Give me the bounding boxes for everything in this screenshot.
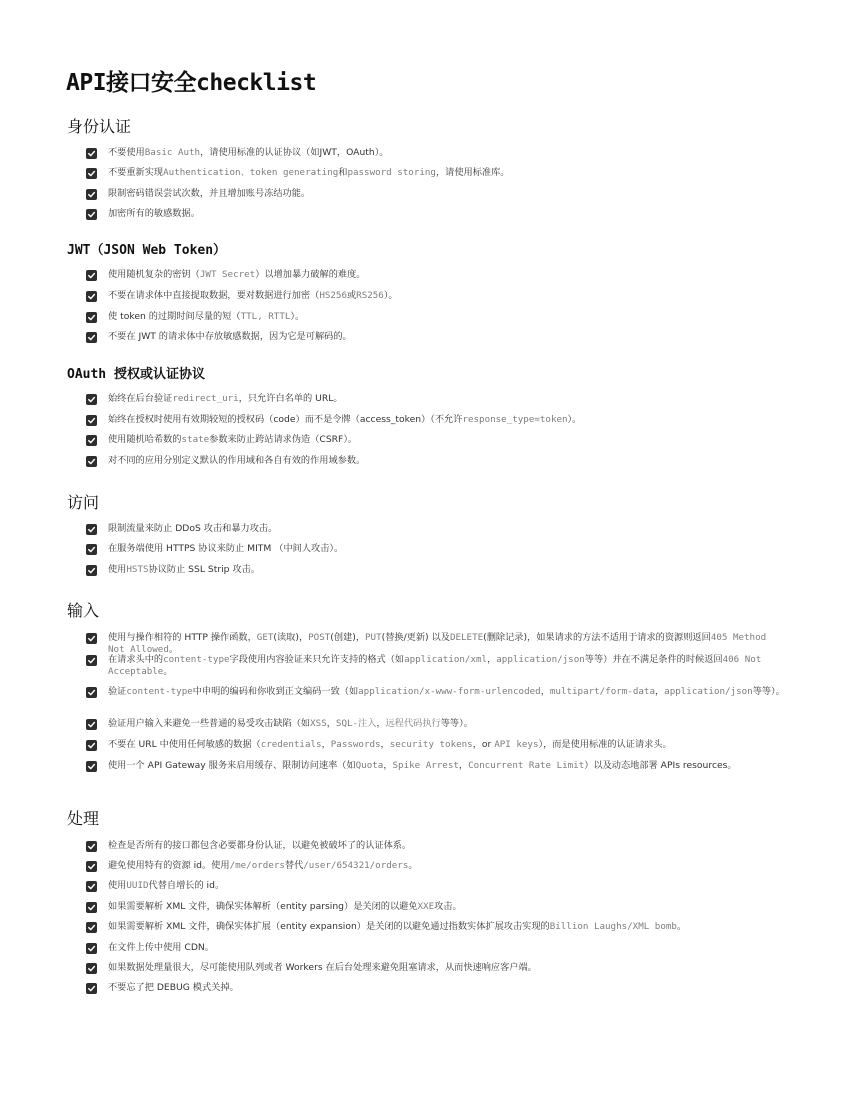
item-text: ， (654, 686, 665, 697)
code-text: Basic Auth (144, 147, 201, 158)
checklist-item-text (108, 632, 788, 656)
item-text: 在请求头中的 (108, 654, 164, 665)
code-text: XXE (417, 901, 435, 912)
code-text: PUT (365, 632, 382, 643)
code-text: Concurrent Rate Limit (468, 760, 585, 771)
code-text: redirect_uri (172, 393, 239, 404)
code-text: Quota (355, 760, 384, 771)
checkbox-checked-icon[interactable] (86, 740, 97, 751)
checklist-item-text (108, 208, 788, 220)
item-text: 使用 (108, 880, 127, 891)
item-text: (替换/更新) 以及 (381, 632, 450, 643)
code-text: application/json (496, 654, 585, 665)
item-text: 始终在授权时使用有效期较短的授权码（code）而不是令牌（access_token）（不允许 (108, 414, 463, 425)
code-text: Spike Arrest (392, 760, 459, 771)
code-text: API keys (494, 739, 539, 750)
item-text: ， (380, 739, 390, 750)
item-text: ， (383, 760, 393, 771)
checkbox-checked-icon[interactable] (86, 719, 97, 730)
checkbox-checked-icon[interactable] (86, 291, 97, 302)
code-text: HS256 (319, 290, 347, 301)
section-heading: 输入 (67, 601, 100, 620)
code-text: TTL, RTTL (240, 311, 291, 322)
checkbox-checked-icon[interactable] (86, 902, 97, 913)
item-text: (创建)， (330, 632, 366, 643)
item-text: ）。 (383, 290, 398, 301)
item-text: 在文件上传中使用 CDN。 (108, 942, 214, 953)
code-text: application/json (664, 686, 753, 697)
item-text: 参数来防止跨站请求伪造（CSRF）。 (209, 434, 358, 445)
item-text: ）以增加暴力破解的难度。 (255, 269, 366, 280)
checkbox-checked-icon[interactable] (86, 332, 97, 343)
section-heading: 访问 (67, 493, 100, 512)
checklist-item-text (108, 921, 788, 933)
item-text: 如果需要解析 XML 文件，确保实体解析（entity parsing）是关闭的以避免 (108, 901, 418, 912)
code-text: content-type (163, 654, 230, 665)
item-text: 限制流量来防止 DDoS 攻击和暴力攻击。 (108, 523, 278, 534)
checkbox-checked-icon[interactable] (86, 270, 97, 281)
item-text: 和 (338, 167, 348, 178)
item-text: 。 (168, 644, 179, 655)
checklist-item-text (108, 414, 788, 426)
item-text: ）以及动态地部署 APIs resources。 (584, 760, 737, 771)
checkbox-checked-icon[interactable] (86, 209, 97, 220)
item-text: ）。 (567, 414, 582, 425)
checkbox-checked-icon[interactable] (86, 148, 97, 159)
item-text: 不要在 URL 中使用任何敏感的数据（ (108, 739, 261, 750)
checklist-item-text (108, 543, 788, 555)
checkbox-checked-icon[interactable] (86, 456, 97, 467)
code-text: SQL-注入 (335, 718, 377, 729)
checklist-item-text (108, 455, 788, 467)
item-text: 如果需要解析 XML 文件，确保实体扩展（entity expansion）是关闭的以避免通过指数实体扩展攻击实现的 (108, 921, 550, 932)
code-text: multipart/form-data (549, 686, 655, 697)
code-text: application/x-www-form-urlencoded (358, 686, 541, 697)
item-text: ， (458, 760, 469, 771)
code-text: Authentication、token generating (163, 167, 339, 178)
code-text: password storing (347, 167, 436, 178)
item-text: 验证用户输入来避免一些普通的易受攻击缺陷（如 (108, 718, 311, 729)
item-text: 使用 (108, 564, 127, 575)
checkbox-checked-icon[interactable] (86, 524, 97, 535)
checkbox-checked-icon[interactable] (86, 415, 97, 426)
checklist-item-text (108, 686, 788, 698)
checklist-item-text (108, 654, 788, 678)
checkbox-checked-icon[interactable] (86, 633, 97, 644)
code-text: POST (308, 632, 331, 643)
checklist-item-text (108, 860, 788, 872)
item-text: 中申明的编码和你收到正文编码一致（如 (192, 686, 359, 697)
item-text: 不要重新实现 (108, 167, 164, 178)
code-text: RS256 (356, 290, 384, 301)
checkbox-checked-icon[interactable] (86, 544, 97, 555)
item-text: ， (326, 718, 336, 729)
checklist-item-text (108, 982, 788, 994)
checkbox-checked-icon[interactable] (86, 312, 97, 323)
item-text: 等等）。 (440, 718, 473, 729)
item-text: 使用随机复杂的密钥（ (108, 269, 200, 280)
item-text: 等等）并在不满足条件的时候返回 (584, 654, 723, 665)
code-text: UUID (126, 880, 149, 891)
item-text: 攻击。 (434, 901, 462, 912)
checklist-item-text (108, 840, 788, 852)
code-text: Billion Laughs/XML bomb (549, 921, 677, 932)
item-text: 不要使用 (108, 147, 145, 158)
checklist-item-text (108, 760, 788, 772)
code-text: application/xml (404, 654, 488, 665)
code-text: security tokens (389, 739, 473, 750)
checkbox-checked-icon[interactable] (86, 565, 97, 576)
checkbox-checked-icon[interactable] (86, 963, 97, 974)
item-text: ， (540, 686, 550, 697)
checklist-item-text (108, 331, 788, 343)
checklist-item-text (108, 188, 788, 200)
item-text: 如果数据处理量很大，尽可能使用队列或者 Workers 在后台处理来避免阻塞请求，从而快速响应客户端。 (108, 962, 537, 973)
item-text: 加密所有的敏感数据。 (108, 208, 200, 219)
item-text: 替代 (284, 860, 304, 871)
code-text: state (181, 434, 210, 445)
code-text: GET (256, 632, 274, 643)
item-text: 协议防止 SSL Strip 攻击。 (148, 564, 260, 575)
item-text: ）。 (290, 311, 305, 322)
checklist-item-text (108, 147, 788, 159)
checklist-item-text (108, 962, 788, 974)
checklist-item-text (108, 718, 788, 730)
item-text: 使 token 的过期时间尽量的短（ (108, 311, 241, 322)
item-text: ， (321, 739, 331, 750)
item-text: 。 (163, 666, 173, 677)
checkbox-checked-icon[interactable] (86, 983, 97, 994)
checklist-item-text (108, 523, 788, 535)
item-text: 限制密码错误尝试次数，并且增加账号冻结功能。 (108, 188, 311, 199)
code-text: credentials (260, 739, 322, 750)
code-text: XSS (310, 718, 327, 729)
page-title: API接口安全checklist (66, 70, 317, 96)
checkbox-checked-icon[interactable] (86, 655, 97, 666)
code-text: 远程代码执行 (385, 718, 441, 729)
code-text: DELETE (449, 632, 484, 643)
item-text: 或 (346, 290, 357, 301)
checkbox-checked-icon[interactable] (86, 394, 97, 405)
item-text: ， (487, 654, 497, 665)
checklist-item-text (108, 269, 788, 281)
item-text: 字段使用内容验证来只允许支持的格式（如 (229, 654, 405, 665)
checklist-item-text (108, 290, 788, 302)
item-text: 等等）。 (752, 686, 785, 697)
checkbox-checked-icon[interactable] (86, 761, 97, 772)
subsection-heading: JWT（JSON Web Token） (67, 243, 227, 258)
checkbox-checked-icon[interactable] (86, 922, 97, 933)
checkbox-checked-icon[interactable] (86, 435, 97, 446)
item-text: ， (376, 718, 386, 729)
item-text: 不要在 JWT 的请求体中存放敏感数据，因为它是可解码的。 (108, 331, 352, 342)
checkbox-checked-icon[interactable] (86, 861, 97, 872)
checklist-item-text (108, 311, 788, 323)
checkbox-checked-icon[interactable] (86, 168, 97, 179)
checkbox-checked-icon[interactable] (86, 687, 97, 698)
item-text: (读取)， (273, 632, 309, 643)
section-heading: 处理 (67, 809, 100, 828)
checkbox-checked-icon[interactable] (86, 841, 97, 852)
checklist-item-text (108, 434, 788, 446)
checklist-item-text (108, 393, 788, 405)
item-text: ），而是使用标准的认证请求头。 (538, 739, 672, 750)
item-text: 在服务端使用 HTTPS 协议来防止 MITM （中间人攻击）。 (108, 543, 344, 554)
item-text: 使用一个 API Gateway 服务来启用缓存、限制访问速率（如 (108, 760, 356, 771)
checklist-item-text (108, 880, 788, 892)
code-text: /me/orders (229, 860, 285, 871)
code-text: HSTS (126, 564, 149, 575)
checklist-item-text (108, 564, 788, 576)
item-text: 验证 (108, 686, 127, 697)
subsection-heading: OAuth 授权或认证协议 (67, 367, 205, 382)
item-text: 避免使用特有的资源 id。使用 (108, 860, 230, 871)
item-text: 不要在请求体中直接提取数据，要对数据进行加密（ (108, 290, 320, 301)
item-text: ，or (472, 739, 495, 750)
item-text: (删除记录)，如果请求的方法不适用于请求的资源则返回 (483, 632, 711, 643)
checkbox-checked-icon[interactable] (86, 189, 97, 200)
item-text: 始终在后台验证 (108, 393, 173, 404)
item-text: 检查是否所有的接口都包含必要都身份认证，以避免被破坏了的认证体系。 (108, 840, 412, 851)
checkbox-checked-icon[interactable] (86, 943, 97, 954)
code-text: Passwords (330, 739, 381, 750)
item-text: 代替自增长的 id。 (148, 880, 225, 891)
code-text: response_type=token (462, 414, 568, 425)
item-text: 。 (408, 860, 418, 871)
checklist-item-text (108, 901, 788, 913)
code-text: content-type (126, 686, 193, 697)
item-text: 使用与操作相符的 HTTP 操作函数， (108, 632, 257, 643)
checkbox-checked-icon[interactable] (86, 881, 97, 892)
code-text: 405 Method Not Allowed (108, 632, 767, 655)
item-text: ，请使用标准的认证协议（如JWT，OAuth）。 (200, 147, 389, 158)
code-text: 406 Not Acceptable (108, 654, 762, 677)
checklist-item-text (108, 167, 788, 179)
item-text: ，只允许白名单的 URL。 (238, 393, 343, 404)
code-text: /user/654321/orders (303, 860, 409, 871)
item-text: 不要忘了把 DEBUG 模式关掉。 (108, 982, 239, 993)
checklist-item-text (108, 942, 788, 954)
section-heading: 身份认证 (67, 117, 132, 136)
item-text: 对不同的应用分别定义默认的作用域和各自有效的作用域参数。 (108, 455, 366, 466)
checklist-item-text (108, 739, 788, 751)
item-text: 使用随机哈希数的 (108, 434, 182, 445)
item-text: ，请使用标准库。 (435, 167, 510, 178)
item-text: 。 (676, 921, 687, 932)
code-text: JWT Secret (199, 269, 256, 280)
